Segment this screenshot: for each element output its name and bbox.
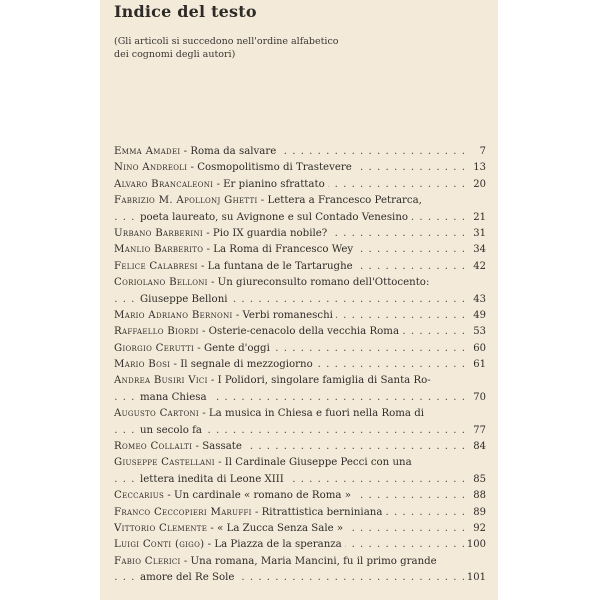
toc-entry-line: Ceccarius - Un cardinale « romano de Roma » 88 . . .	[114, 488, 488, 504]
toc-title: un secolo fa	[140, 424, 202, 436]
toc-entry	[114, 554, 488, 587]
page-title: Indice del testo	[114, 2, 257, 21]
toc-entry-line: Raffaello Biordi - Osterie-cenacolo della vecchia Roma 53 . . .	[114, 324, 488, 340]
toc-entry	[114, 357, 488, 373]
toc-page-number: 53	[473, 326, 486, 338]
toc-entry	[114, 275, 488, 308]
toc-entry-line: Andrea Busiri Vici - I Polidori, singolare famiglia di Santa Ro-	[114, 373, 488, 389]
toc-author: Vittorio Clemente	[114, 522, 208, 534]
toc-page-number: 84	[473, 441, 486, 453]
toc-entry-line: Fabio Clerici - Una romana, Maria Mancini, fu il primo grande	[114, 554, 488, 570]
toc-entry-line: Vittorio Clemente - « La Zucca Senza Sale » 92 . . .	[114, 521, 488, 537]
toc-author: Giuseppe Castellani	[114, 457, 215, 469]
toc-entry-line: Giorgio Cerutti - Gente d'oggi 60 . . .	[114, 341, 488, 357]
toc-page-number: 88	[473, 490, 486, 502]
toc-entry	[114, 193, 488, 226]
toc-entry-line: Urbano Barberini - Pio IX guardia nobile? 31 . . .	[114, 226, 488, 242]
toc-title: La funtana de le Tartarughe	[207, 260, 353, 272]
toc-title: Pio IX guardia nobile?	[212, 227, 328, 239]
toc-page-number: 101	[466, 572, 486, 584]
toc-page-number: 49	[473, 309, 486, 321]
toc-entry-line: Giuseppe Castellani - Il Cardinale Giuseppe Pecci con una	[114, 455, 488, 471]
toc-entry-line: Franco Ceccopieri Maruffi - Ritrattistica berniniana 89 . . .	[114, 505, 488, 521]
toc-page-number: 89	[473, 506, 486, 518]
toc-entry	[114, 455, 488, 488]
toc-page-number: 77	[473, 424, 486, 436]
toc-title: Un cardinale « romano de Roma »	[174, 490, 351, 502]
toc-author: Alvaro Brancaleoni	[114, 178, 214, 190]
toc-author: Nino Andreoli	[114, 162, 188, 174]
toc-author: Andrea Busiri Vici	[114, 375, 208, 387]
toc-entry-line: Emma Amadei - Roma da salvare 7 . . .	[114, 144, 488, 160]
toc-entry-line: Mario Adriano Bernoni - Verbi romaneschi 49 . . .	[114, 308, 488, 324]
toc-entry	[114, 308, 488, 324]
toc-title: Roma da salvare	[190, 146, 277, 157]
toc-entry-line: Nino Andreoli - Cosmopolitismo di Trastevere 13 . . .	[114, 160, 488, 176]
toc-title: La Piazza de la speranza	[214, 539, 342, 551]
toc-page-number: 7	[479, 145, 486, 157]
toc-page-number: 21	[473, 211, 486, 223]
book-page	[100, 0, 498, 600]
toc-page-number: 70	[473, 391, 486, 403]
toc-title: La musica in Chiesa e fuori nella Roma di	[208, 408, 425, 420]
toc-title: Lettera a Francesco Petrarca,	[267, 195, 422, 207]
toc-entry	[114, 144, 488, 160]
toc-title: Giuseppe Belloni	[140, 293, 228, 305]
toc-title: Il Cardinale Giuseppe Pecci con una	[224, 457, 412, 469]
toc-title: Un giureconsulto romano dell'Ottocento:	[217, 277, 430, 289]
toc-author: Coriolano Belloni	[114, 277, 208, 289]
toc-entry	[114, 226, 488, 242]
toc-title: Cosmopolitismo di Trastevere	[197, 162, 352, 174]
toc-author: Emma Amadei	[114, 146, 181, 157]
toc-author: Romeo Collalti	[114, 441, 193, 453]
toc-author: Luigi Conti (gigo)	[114, 539, 205, 551]
toc-entry-line	[114, 423, 488, 439]
toc-title: Il segnale di mezzogiorno	[180, 359, 313, 371]
toc-title: Gente d'oggi	[203, 342, 270, 354]
toc-entry	[114, 439, 488, 455]
toc-entry	[114, 160, 488, 176]
toc-entry-line: Alvaro Brancaleoni - Er pianino sfrattato 20 . . .	[114, 177, 488, 193]
toc-title: lettera inedita di Leone XIII	[140, 473, 284, 485]
toc-title: Una romana, Maria Mancini, fu il primo grande	[190, 555, 437, 567]
toc-title: mana Chiesa	[140, 391, 207, 403]
table-of-contents	[114, 144, 488, 587]
toc-title: Er pianino sfrattato	[223, 178, 325, 190]
page-subtitle: (Gli articoli si succedono nell'ordine alfabetico dei cognomi degli autori)	[114, 36, 339, 60]
toc-author: Augusto Cartoni	[114, 408, 199, 420]
toc-page-number: 13	[473, 162, 486, 174]
toc-page-number: 100	[466, 539, 486, 551]
toc-entry-line: Augusto Cartoni - La musica in Chiesa e fuori nella Roma di	[114, 406, 488, 422]
toc-entry-line	[114, 472, 488, 488]
toc-author: Giorgio Cerutti	[114, 342, 195, 354]
toc-entry	[114, 521, 488, 537]
toc-page-number: 20	[473, 178, 486, 190]
toc-title: La Roma di Francesco Wey	[213, 244, 354, 256]
toc-entry-line	[114, 210, 488, 226]
toc-entry	[114, 242, 488, 258]
toc-entry	[114, 177, 488, 193]
toc-page-number: 85	[473, 473, 486, 485]
toc-page-number: 43	[473, 293, 486, 305]
toc-author: Mario Adriano Bernoni	[114, 309, 233, 321]
toc-author: Ceccarius	[114, 490, 165, 502]
toc-entry-line	[114, 570, 488, 586]
toc-entry-line: Fabrizio M. Apollonj Ghetti - Lettera a Francesco Petrarca,	[114, 193, 488, 209]
toc-author: Mario Bosi	[114, 359, 171, 371]
toc-entry	[114, 537, 488, 553]
toc-entry	[114, 406, 488, 439]
toc-entry	[114, 324, 488, 340]
toc-entry	[114, 341, 488, 357]
toc-author: Felice Calabresi	[114, 260, 198, 272]
toc-entry	[114, 373, 488, 406]
toc-author: Manlio Barberito	[114, 244, 204, 256]
toc-page-number: 34	[473, 244, 486, 256]
toc-entry-line	[114, 390, 488, 406]
toc-title: Verbi romaneschi	[242, 309, 333, 321]
toc-entry-line	[114, 292, 488, 308]
toc-entry	[114, 259, 488, 275]
toc-page-number: 31	[473, 227, 486, 239]
toc-page-number: 60	[473, 342, 486, 354]
toc-page-number: 61	[473, 359, 486, 371]
toc-entry-line: Luigi Conti (gigo) - La Piazza de la speranza 100 . . .	[114, 537, 488, 553]
toc-title: Osterie-cenacolo della vecchia Roma	[208, 326, 400, 338]
toc-page-number: 42	[473, 260, 486, 272]
toc-entry-line: Mario Bosi - Il segnale di mezzogiorno 61 . . .	[114, 357, 488, 373]
toc-entry-line: Manlio Barberito - La Roma di Francesco Wey 34 . . .	[114, 242, 488, 258]
toc-author: Raffaello Biordi	[114, 326, 199, 338]
toc-author: Urbano Barberini	[114, 227, 203, 239]
toc-title: amore del Re Sole	[140, 572, 235, 584]
toc-entry-line: Coriolano Belloni - Un giureconsulto romano dell'Ottocento:	[114, 275, 488, 291]
toc-title: Sassate	[202, 441, 242, 453]
toc-author: Franco Ceccopieri Maruffi	[114, 506, 252, 518]
toc-author: Fabrizio M. Apollonj Ghetti	[114, 195, 258, 207]
toc-title: « La Zucca Senza Sale »	[217, 522, 344, 534]
toc-page-number: 92	[473, 522, 486, 534]
toc-entry	[114, 505, 488, 521]
toc-title: Ritrattistica berniniana	[261, 506, 383, 518]
toc-author: Fabio Clerici	[114, 555, 181, 567]
toc-entry-line: Felice Calabresi - La funtana de le Tartarughe 42 . . .	[114, 259, 488, 275]
toc-entry-line: Romeo Collalti - Sassate 84 . . .	[114, 439, 488, 455]
toc-title: I Polidori, singolare famiglia di Santa Ro-	[217, 375, 431, 387]
toc-entry	[114, 488, 488, 504]
toc-title: poeta laureato, su Avignone e sul Contado Venesino	[140, 211, 409, 223]
